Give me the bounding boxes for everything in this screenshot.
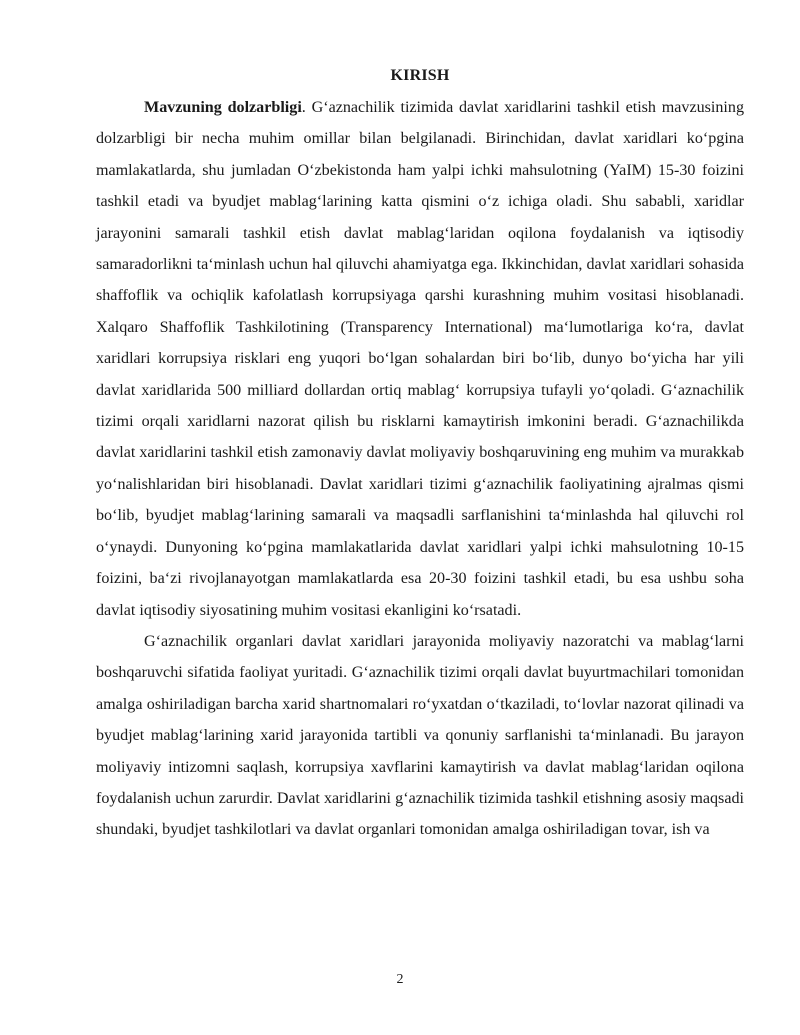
paragraph-lead: Mavzuning dolzarbligi	[144, 99, 302, 116]
paragraph-relevance	[96, 92, 744, 626]
document-page	[96, 64, 744, 846]
paragraph-treasury-organs: G‘aznachilik organlari davlat xaridlari jarayonida moliyaviy nazoratchi va mablag‘larni boshqaruvchi sifatida faoliyat yuritadi. G‘aznachilik tizimi orqali davlat buyurtmachilari tomonidan amalga oshiriladigan barcha xarid shartnomalari ro‘yxatdan o‘tkaziladi, to‘lovlar nazorat qilinadi va byudjet mablag‘larining xarid jarayonida tartibli va qonuniy sarflanishi ta‘minlanadi. Bu jarayon moliyaviy intizomni saqlash, korrupsiya xavflarini kamaytirish va davlat mablag‘laridan oqilona foydalanish uchun zarurdir. Davlat xaridlarini g‘aznachilik tizimida tashkil etishning asosiy maqsadi shundaki, byudjet tashkilotlari va davlat organlari tomonidan amalga oshiriladigan tovar, ish va	[96, 632, 744, 839]
section-title: KIRISH	[390, 67, 450, 84]
page-number: 2	[396, 972, 404, 987]
paragraph-body: . G‘aznachilik tizimida davlat xaridlarini tashkil etish mavzusining dolzarbligi bir necha muhim omillar bilan belgilanadi. Birinchidan, davlat xaridlari ko‘pgina mamlakatlarda, shu jumladan O‘zbekistonda ham yalpi ichki mahsulotning (YaIM) 15-30 foizini tashkil etadi va byudjet mablag‘larining katta qismini o‘z ichiga oladi. Shu sababli, xaridlar jarayonini samarali tashkil etish davlat mablag‘laridan oqilona foydalanish va iqtisodiy samaradorlikni ta‘minlash uchun hal qiluvchi ahamiyatga ega. Ikkinchidan, davlat xaridlari sohasida shaffoflik va ochiqlik kafolatlash korrupsiyaga qarshi kurashning muhim vositasi hisoblanadi. Xalqaro Shaffoflik Tashkilotining (Transparency International) ma‘lumotlariga ko‘ra, davlat xaridlari korrupsiya risklari eng yuqori bo‘lgan sohalardan biri bo‘lib, dunyo bo‘yicha har yili davlat xaridlarida 500 milliard dollardan ortiq mablag‘ korrupsiya tufayli yo‘qoladi. G‘aznachilik tizimi orqali xaridlarni nazorat qilish bu risklarni kamaytirish imkonini beradi. G‘aznachilikda davlat xaridlarini tashkil etish zamonaviy davlat moliyaviy boshqaruvining eng muhim va murakkab yo‘nalishlaridan biri hisoblanadi. Davlat xaridlari tizimi g‘aznachilik faoliyatining ajralmas qismi bo‘lib, byudjet mablag‘larining samarali va maqsadli sarflanishini ta‘minlashda hal qiluvchi rol o‘ynaydi. Dunyoning ko‘pgina mamlakatlarida davlat xaridlari yalpi ichki mahsulotning 10-15 foizini, ba‘zi rivojlanayotgan mamlakatlarda esa 20-30 foizini tashkil etadi, bu esa ushbu soha davlat iqtisodiy siyosatining muhim vositasi ekanligini ko‘rsatadi.	[96, 99, 744, 619]
